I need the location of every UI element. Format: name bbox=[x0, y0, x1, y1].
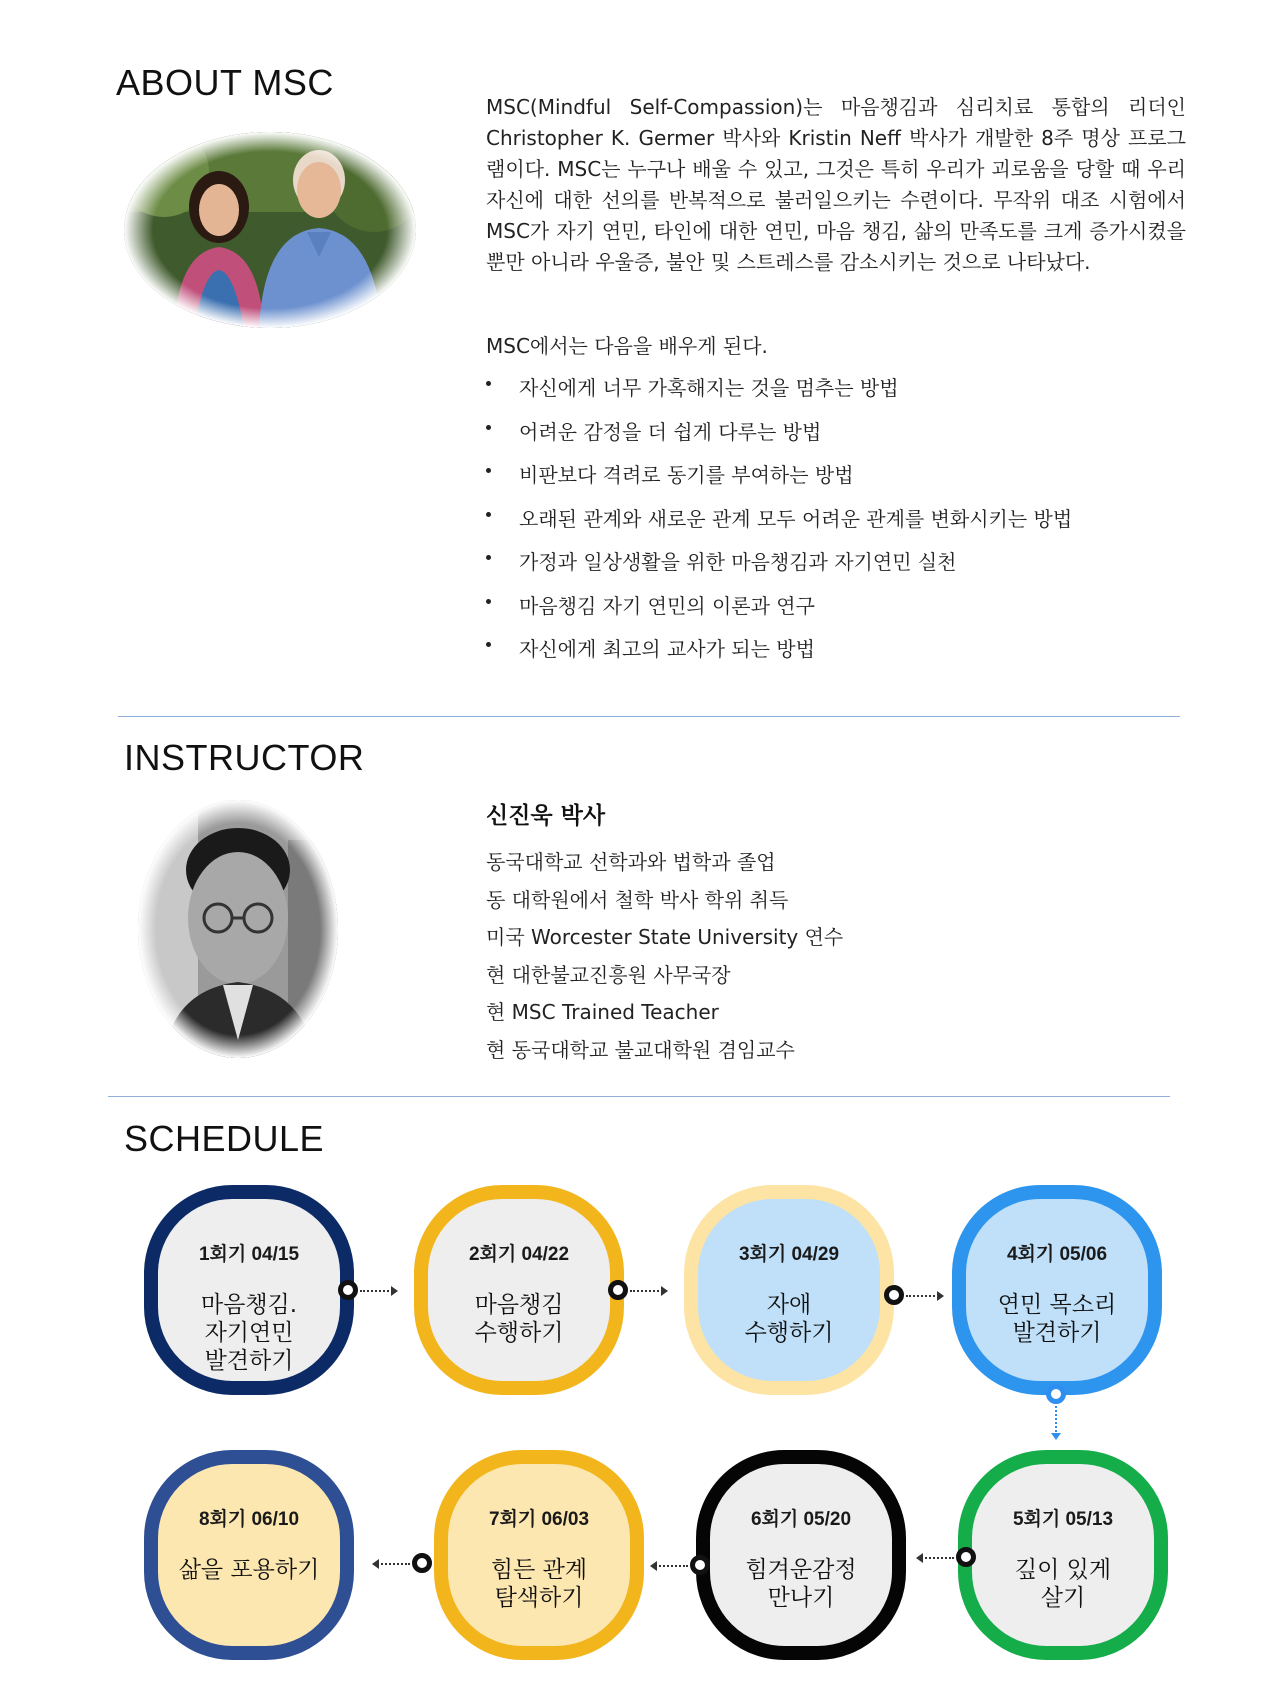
arrow-right-icon bbox=[360, 1290, 396, 1292]
learn-item: 자신에게 최고의 교사가 되는 방법 bbox=[486, 633, 1072, 677]
arrow-left-icon bbox=[652, 1565, 688, 1567]
bullet-icon bbox=[486, 642, 491, 647]
connector-dot bbox=[690, 1555, 710, 1575]
founders-photo bbox=[124, 132, 416, 328]
session-date: 4회기 05/06 bbox=[1006, 1244, 1108, 1265]
about-title: ABOUT MSC bbox=[116, 62, 334, 103]
session-date: 1회기 04/15 bbox=[198, 1244, 300, 1265]
learn-item: 오래된 관계와 새로운 관계 모두 어려운 관계를 변화시키는 방법 bbox=[486, 503, 1072, 547]
connector-dot bbox=[956, 1547, 976, 1567]
learn-list bbox=[486, 372, 1072, 677]
session-topic: 자애 수행하기 bbox=[744, 1292, 834, 1346]
instructor-photo bbox=[138, 800, 338, 1058]
session-7 bbox=[434, 1450, 644, 1660]
session-8 bbox=[144, 1450, 354, 1660]
schedule-title: SCHEDULE bbox=[124, 1118, 325, 1159]
arrow-left-icon bbox=[374, 1563, 410, 1565]
session-topic: 깊이 있게 살기 bbox=[1014, 1557, 1112, 1611]
session-date: 7회기 06/03 bbox=[488, 1509, 590, 1530]
learn-item: 비판보다 격려로 동기를 부여하는 방법 bbox=[486, 459, 1072, 503]
credential-line: 동국대학교 선학과와 법학과 졸업 bbox=[486, 850, 776, 874]
bullet-icon bbox=[486, 512, 491, 517]
section-divider bbox=[108, 1096, 1170, 1097]
credential-line: 현 동국대학교 불교대학원 겸임교수 bbox=[486, 1037, 795, 1062]
session-topic: 삶을 포용하기 bbox=[178, 1557, 320, 1583]
section-divider bbox=[118, 716, 1180, 717]
session-date: 5회기 05/13 bbox=[1012, 1509, 1114, 1530]
session-date: 3회기 04/29 bbox=[738, 1244, 840, 1265]
session-date: 6회기 05/20 bbox=[750, 1509, 852, 1530]
session-1 bbox=[144, 1185, 354, 1395]
bullet-icon bbox=[486, 425, 491, 430]
connector-dot bbox=[608, 1280, 628, 1300]
arrow-right-icon bbox=[906, 1295, 942, 1297]
connector-dot bbox=[884, 1285, 904, 1305]
bullet-icon bbox=[486, 468, 491, 473]
session-2 bbox=[414, 1185, 624, 1395]
session-4 bbox=[952, 1185, 1162, 1395]
instructor-credentials bbox=[486, 846, 843, 1071]
learn-item: 마음챙김 자기 연민의 이론과 연구 bbox=[486, 590, 1072, 634]
connector-dot bbox=[412, 1553, 432, 1573]
arrow-right-icon bbox=[630, 1290, 666, 1292]
session-topic: 연민 목소리 발견하기 bbox=[997, 1292, 1117, 1346]
learn-intro: MSC에서는 다음을 배우게 된다. bbox=[486, 334, 768, 358]
session-date: 2회기 04/22 bbox=[468, 1244, 570, 1265]
connector-dot bbox=[1046, 1384, 1066, 1404]
session-topic: 마음챙김. 자기연민 발견하기 bbox=[200, 1292, 298, 1374]
about-paragraph: MSC(Mindful Self-Compassion)는 마음챙김과 심리치료 통합의 리더인 Christopher K. Germer 박사와 Kristin Neff 박사가 개발한 8주 명상 프로그램이다. MSC는 누구나 배울 수 있고, 그것은 특히 우리가 괴로움을 당할 때 우리 자신에 대한 선의를 반복적으로 불러일으키는 수련이다. 무작위 대조 시험에서 MSC가 자기 연민, 타인에 대한 연민, 마음 챙김, 삶의 만족도를 크게 증가시켰을 뿐만 아니라 우울증, 불안 및 스트레스를 감소시키는 것으로 나타났다. bbox=[486, 95, 1186, 274]
connector-dot bbox=[338, 1280, 358, 1300]
bullet-icon bbox=[486, 599, 491, 604]
arrow-left-icon bbox=[918, 1557, 954, 1559]
learn-item: 가정과 일상생활을 위한 마음챙김과 자기연민 실천 bbox=[486, 546, 1072, 590]
instructor-name: 신진욱 박사 bbox=[486, 803, 606, 829]
bullet-icon bbox=[486, 381, 491, 386]
credential-line: 현 대한불교진흥원 사무국장 bbox=[486, 962, 731, 987]
instructor-title: INSTRUCTOR bbox=[124, 737, 365, 778]
session-topic: 힘겨운감정 만나기 bbox=[745, 1557, 857, 1611]
session-5 bbox=[958, 1450, 1168, 1660]
credential-line: 미국 Worcester State University 연수 bbox=[486, 925, 844, 949]
session-topic: 마음챙김 수행하기 bbox=[474, 1292, 564, 1346]
learn-item: 어려운 감정을 더 쉽게 다루는 방법 bbox=[486, 416, 1072, 460]
session-6 bbox=[696, 1450, 906, 1660]
bullet-icon bbox=[486, 555, 491, 560]
session-date: 8회기 06/10 bbox=[198, 1509, 300, 1530]
credential-line: 현 MSC Trained Teacher bbox=[486, 1000, 719, 1024]
session-3 bbox=[684, 1185, 894, 1395]
credential-line: 동 대학원에서 철학 박사 학위 취득 bbox=[486, 887, 789, 912]
session-topic: 힘든 관계 탐색하기 bbox=[490, 1557, 588, 1611]
learn-item: 자신에게 너무 가혹해지는 것을 멈추는 방법 bbox=[486, 372, 1072, 416]
arrow-down-icon bbox=[1055, 1406, 1057, 1436]
